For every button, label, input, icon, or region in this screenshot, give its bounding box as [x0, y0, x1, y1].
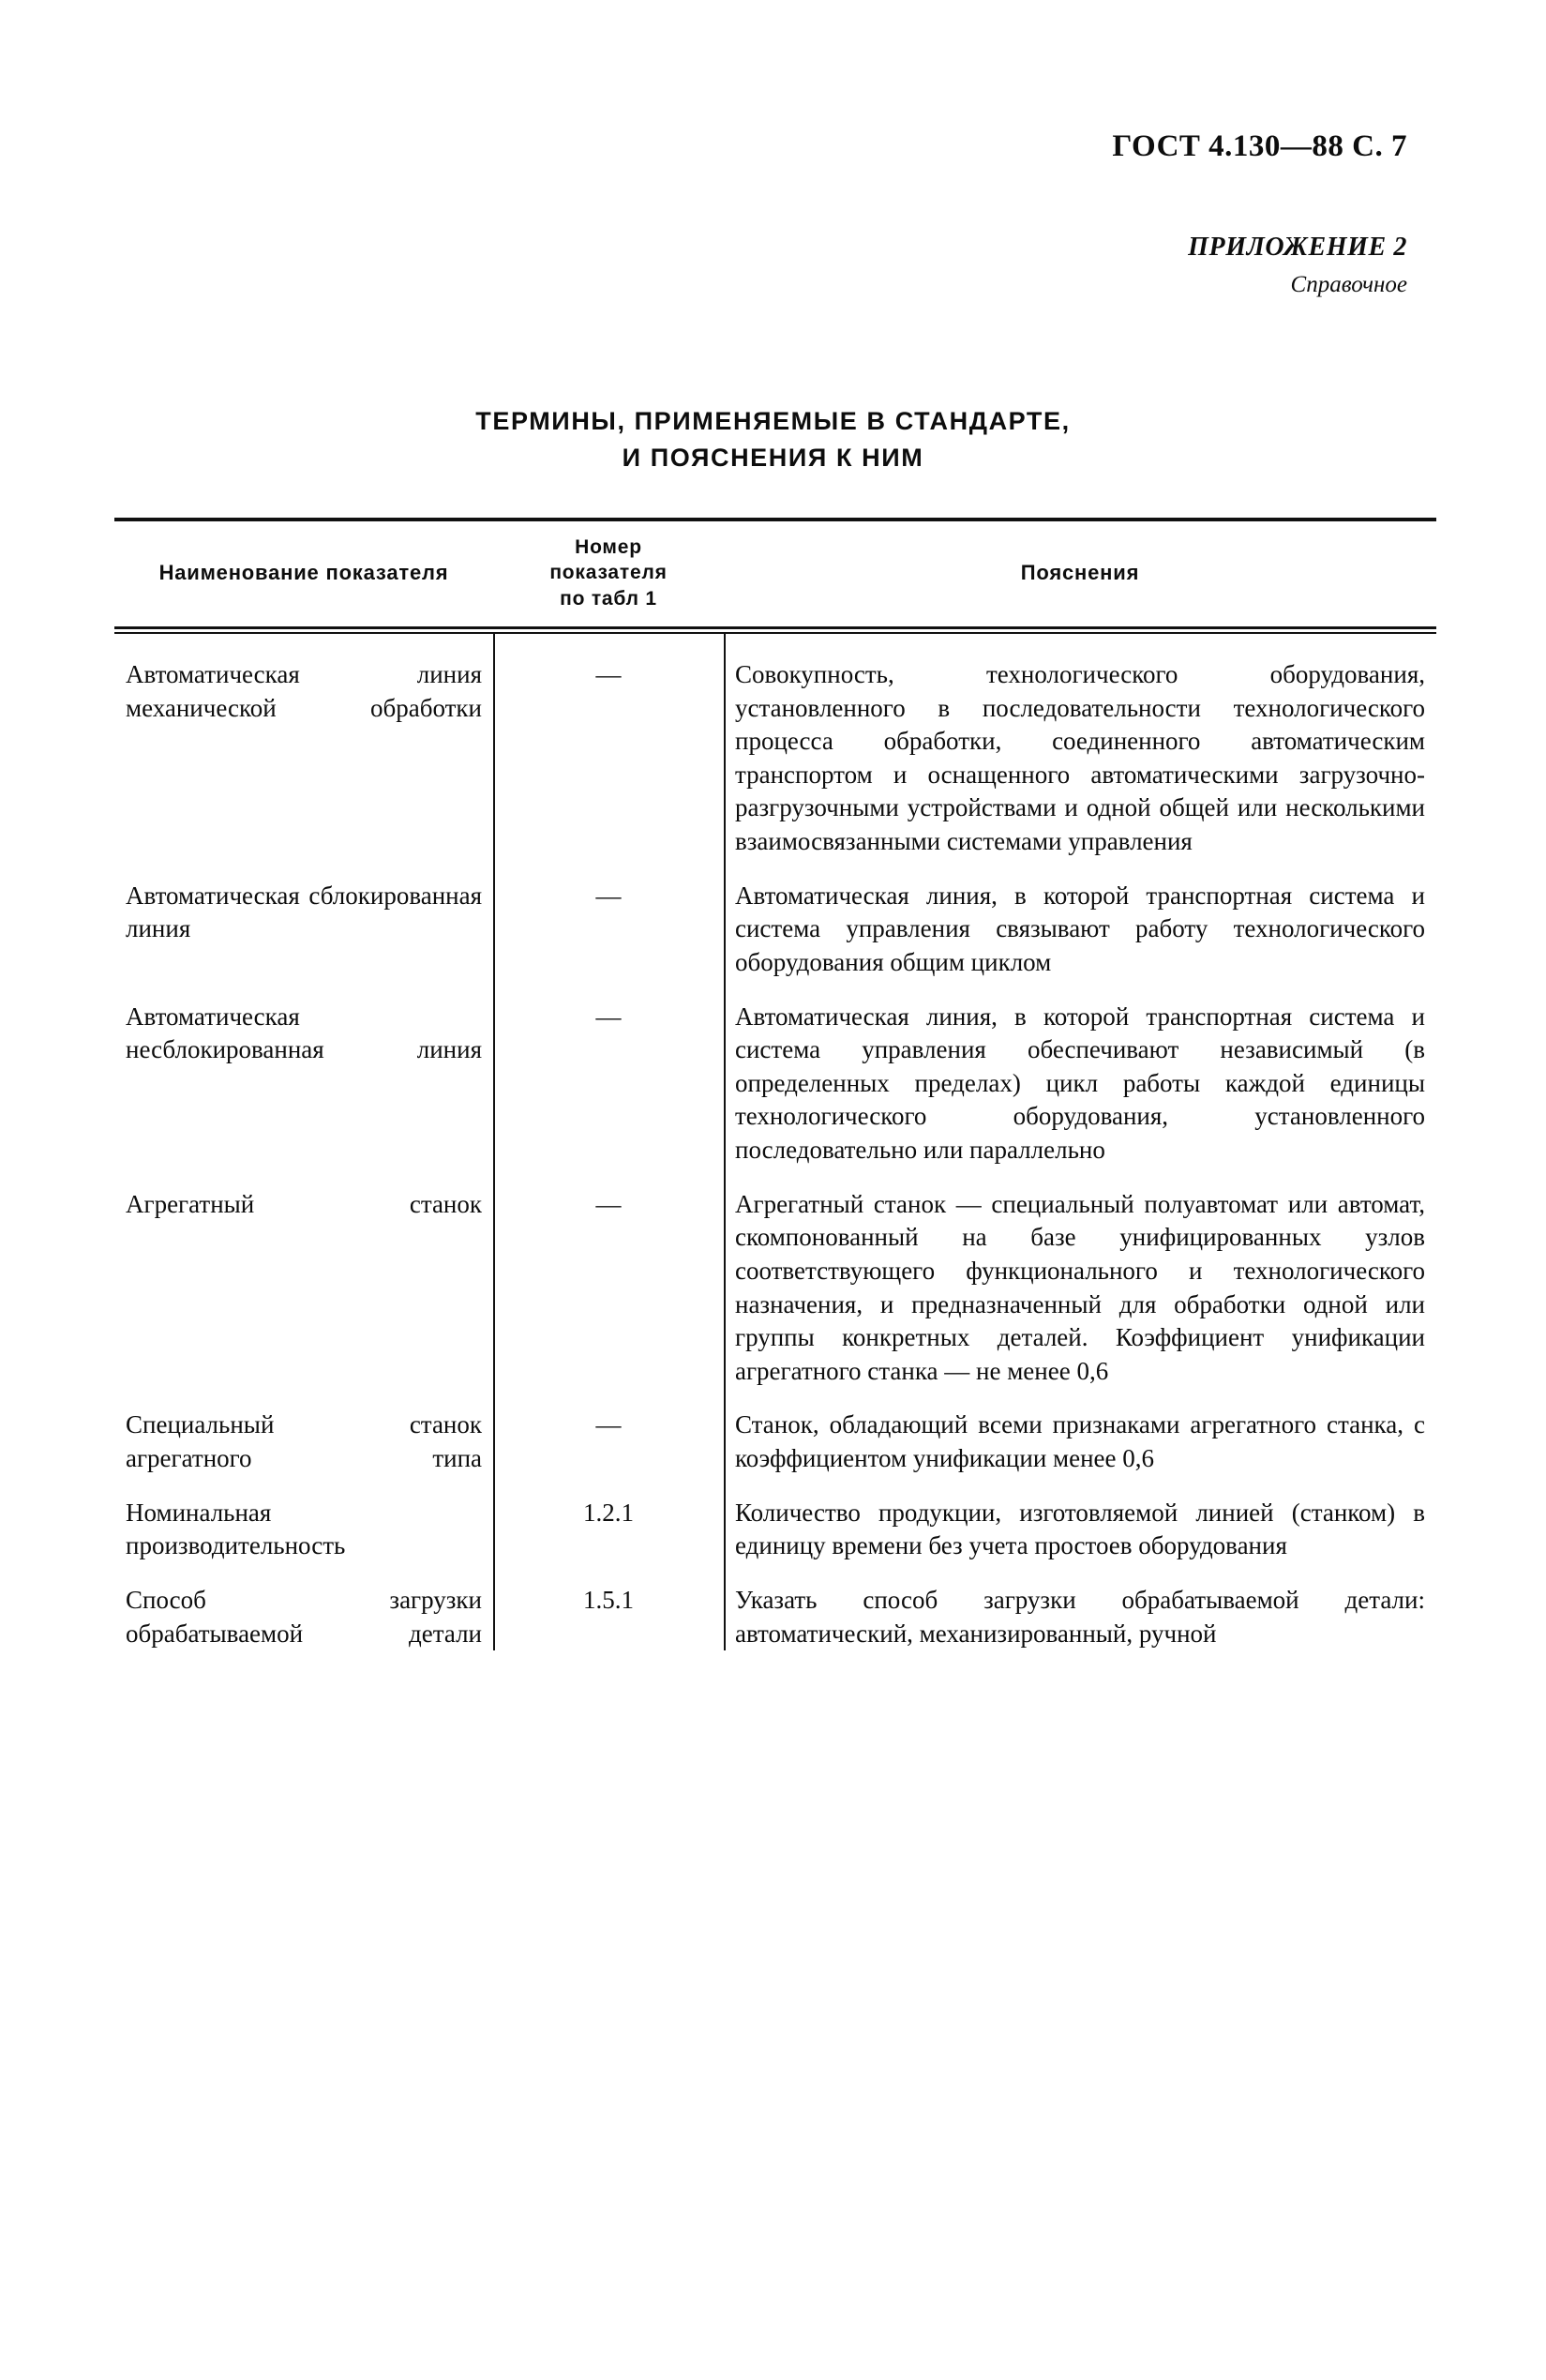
- page-title-line-1: ТЕРМИНЫ, ПРИМЕНЯЕМЫЕ В СТАНДАРТЕ,: [475, 407, 1071, 435]
- cell-term-number: —: [595, 881, 622, 910]
- explanation-text: Автоматическая линия, в которой транспортная система и система управления обеспечивают независимый (в определенных пределах) цикл работы каждой единицы технологического оборудования, установленного последовательно или параллельно: [735, 1002, 1425, 1165]
- table-row: [114, 1476, 1436, 1563]
- cell-term-name: Агрегатный станок: [126, 1189, 482, 1218]
- column-header-name: Наименование показателя: [158, 560, 449, 584]
- column-header-number: [493, 521, 724, 626]
- explanation-text: Совокупность, технологического оборудования, установленного в последовательности технологического процесса обработки, соединенного автоматическим транспортом и оснащенного автоматическими загрузочно-разгрузочными устройствами и одной общей или несколькими взаимосвязанными системами управления: [735, 659, 1425, 856]
- cell-term-name: Способ загрузки обрабатываемой детали: [126, 1585, 482, 1648]
- cell-term-explanation: [724, 1167, 1436, 1389]
- page-title: [0, 403, 1546, 476]
- column-header-number-line-3: по табл 1: [560, 587, 657, 610]
- cell-term-name: Номинальная производительность: [126, 1498, 346, 1560]
- annex-block: [1188, 230, 1407, 301]
- cell-term-explanation: [724, 1563, 1436, 1650]
- cell-term-name: Автоматическая линия механической обработки: [126, 659, 482, 722]
- table-header-row: [114, 521, 1436, 626]
- table-vertical-rule-1: [493, 634, 495, 1650]
- table-header-rule: [114, 626, 1436, 634]
- explanation-text: Станок, обладающий всеми признаками агрегатного станка, с коэффициентом унификации менее 0,6: [735, 1410, 1425, 1473]
- cell-term-explanation: [724, 1476, 1436, 1563]
- table-vertical-rule-2: [724, 634, 726, 1650]
- table-row: [114, 859, 1436, 980]
- terms-table: [114, 634, 1436, 1650]
- cell-term-number: —: [595, 1189, 622, 1218]
- cell-term-explanation: [724, 1388, 1436, 1475]
- explanation-text: Указать способ загрузки обрабатываемой детали: автоматический, механизированный, ручной: [735, 1585, 1425, 1648]
- table-row: [114, 1167, 1436, 1389]
- annex-subtitle: Справочное: [1290, 271, 1407, 297]
- terms-table-head: [114, 521, 1436, 626]
- table-row: [114, 980, 1436, 1167]
- cell-term-number: 1.5.1: [583, 1585, 634, 1614]
- cell-term-name: Автоматическая сблокированная линия: [126, 881, 482, 943]
- column-header-number-line-2: показателя: [549, 562, 668, 584]
- column-header-number-line-1: Номер: [575, 536, 642, 558]
- cell-term-number: 1.2.1: [583, 1498, 634, 1527]
- page-title-line-2: И ПОЯСНЕНИЯ К НИМ: [622, 444, 924, 473]
- cell-term-explanation: [724, 980, 1436, 1167]
- table-row: [114, 1388, 1436, 1475]
- page-header-code: ГОСТ 4.130—88 С. 7: [1112, 129, 1407, 163]
- annex-title: ПРИЛОЖЕНИЕ 2: [1188, 233, 1407, 262]
- table-row: [114, 1563, 1436, 1650]
- explanation-text: Агрегатный станок — специальный полуавтомат или автомат, скомпонованный на базе унифицированных узлов соответствующего функционального и технологического назначения, и предназначенный для обработки одной или группы конкретных деталей. Коэффициент унификации агрегатного станка — не менее 0,6: [735, 1189, 1425, 1385]
- cell-term-number: —: [595, 1410, 622, 1439]
- cell-term-explanation: [724, 634, 1436, 859]
- explanation-text: Автоматическая линия, в которой транспортная система и система управления связывают работу технологического оборудования общим циклом: [735, 881, 1425, 976]
- cell-term-number: —: [595, 659, 622, 688]
- explanation-text: Количество продукции, изготовляемой линией (станком) в единицу времени без учета простоев оборудования: [735, 1498, 1425, 1560]
- cell-term-name: Специальный станок агрегатного типа: [126, 1410, 482, 1473]
- cell-term-number: —: [595, 1002, 622, 1031]
- terms-table-wrapper: [114, 518, 1436, 1650]
- table-row: [114, 634, 1436, 859]
- cell-term-name: Автоматическая несблокированная линия: [126, 1002, 482, 1064]
- terms-table-body-holder: [114, 634, 1436, 1650]
- column-header-explanation: Пояснения: [1020, 560, 1140, 584]
- cell-term-explanation: [724, 859, 1436, 980]
